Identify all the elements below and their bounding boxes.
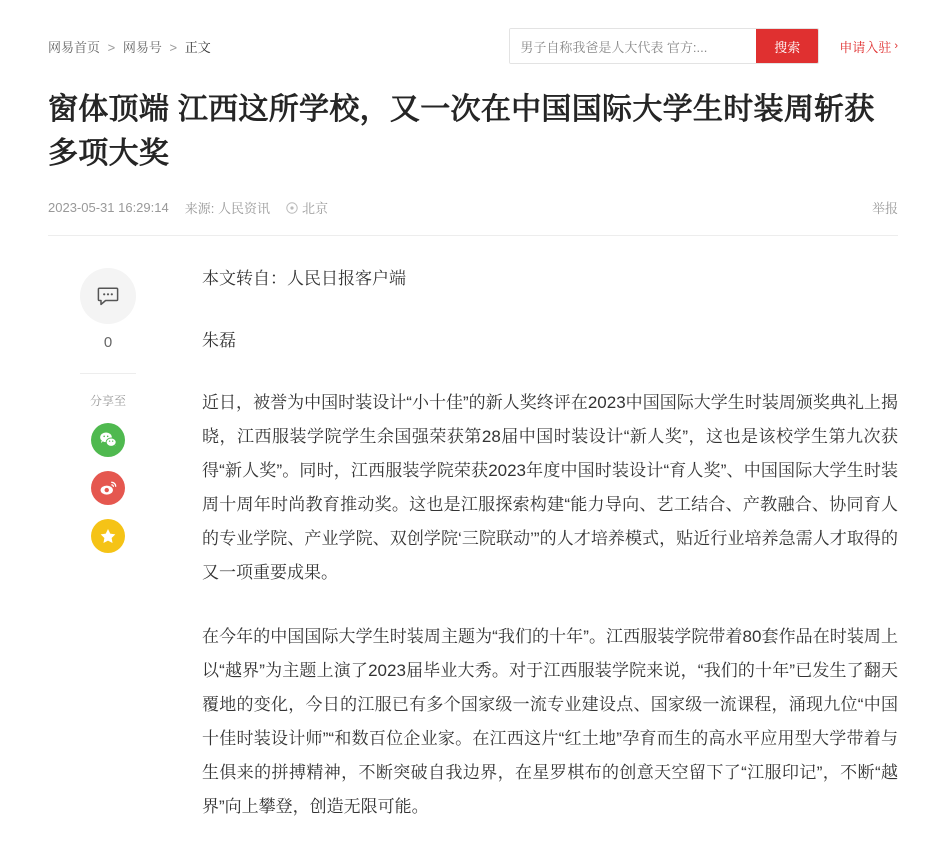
site-header <box>0 0 946 78</box>
article-content <box>0 236 946 824</box>
search-box <box>509 28 819 64</box>
article-sidebar <box>48 262 168 824</box>
apply-entry-link[interactable] <box>839 37 898 56</box>
location-pin-icon <box>286 202 298 214</box>
breadcrumb-item-channel[interactable]: 网易号 <box>122 39 162 55</box>
article-body <box>168 262 898 824</box>
breadcrumb-item-current: 正文 <box>184 39 211 55</box>
article-location <box>286 198 328 217</box>
location-label: 北京 <box>301 201 328 216</box>
share-favorite-icon[interactable] <box>91 519 125 553</box>
comment-bubble-icon <box>96 284 120 308</box>
report-button[interactable]: 举报 <box>871 201 898 216</box>
chevron-right-icon: › <box>894 40 898 52</box>
share-icon-list <box>91 423 125 553</box>
sidebar-divider <box>80 373 136 374</box>
paragraph: 本文转自：人民日报客户端 <box>202 269 406 288</box>
paragraph: 朱磊 <box>202 331 236 350</box>
share-wechat-icon[interactable] <box>91 423 125 457</box>
search-button[interactable]: 搜索 <box>756 29 818 63</box>
page-title: 窗体顶端 江西这所学校，又一次在中国国际大学生时装周斩获多项大奖 <box>48 93 875 170</box>
breadcrumb <box>48 37 211 56</box>
paragraph: 近日，被誉为中国时装设计“小十佳”的新人奖终评在2023中国国际大学生时装周颁奖典礼上揭晓，江西服装学院学生余国强荣获第28届中国时装设计“新人奖”，这也是该校学生第九次获得“新人奖”。同时，江西服装学院荣获2023年度中国时装设计“育人奖”、中国国际大学生时装周十周年时尚教育推动奖。这也是江服探索构建“能力导向、艺工结合、产教融合、协同育人的专业学院、产业学院、双创学院‘三院联动’”的人才培养模式，贴近行业培养急需人才取得的又一项重要成果。 <box>202 393 898 582</box>
header-right <box>509 28 898 64</box>
publish-date: 2023-05-31 16:29:14 <box>48 200 169 215</box>
comment-button[interactable] <box>80 268 136 324</box>
title-section <box>0 78 946 176</box>
breadcrumb-separator-2: > <box>169 39 178 55</box>
search-input[interactable] <box>510 29 756 63</box>
share-label: 分享至 <box>89 394 126 408</box>
breadcrumb-separator: > <box>107 39 116 55</box>
paragraph: 在今年的中国国际大学生时装周主题为“我们的十年”。江西服装学院带着80套作品在时装周上以“越界”为主题上演了2023届毕业大秀。对于江西服装学院来说，“我们的十年”已发生了翻天覆地的变化，今日的江服已有多个国家级一流专业建设点、国家级一流课程，涌现九位“中国十佳时装设计师”“和数百位企业家。在江西这片“红土地”孕育而生的高水平应用型大学带着与生俱来的拼搏精神，不断突破自我边界，在星罗棋布的创意天空留下了“江服印记”，不断“越界”向上攀登，创造无限可能。 <box>202 627 898 816</box>
article-meta <box>0 176 946 217</box>
share-weibo-icon[interactable] <box>91 471 125 505</box>
apply-entry-label: 申请入驻 <box>839 39 892 55</box>
breadcrumb-item-home[interactable]: 网易首页 <box>48 39 101 55</box>
article-source: 来源: 人民资讯 <box>184 201 270 216</box>
comment-count: 0 <box>103 334 113 351</box>
